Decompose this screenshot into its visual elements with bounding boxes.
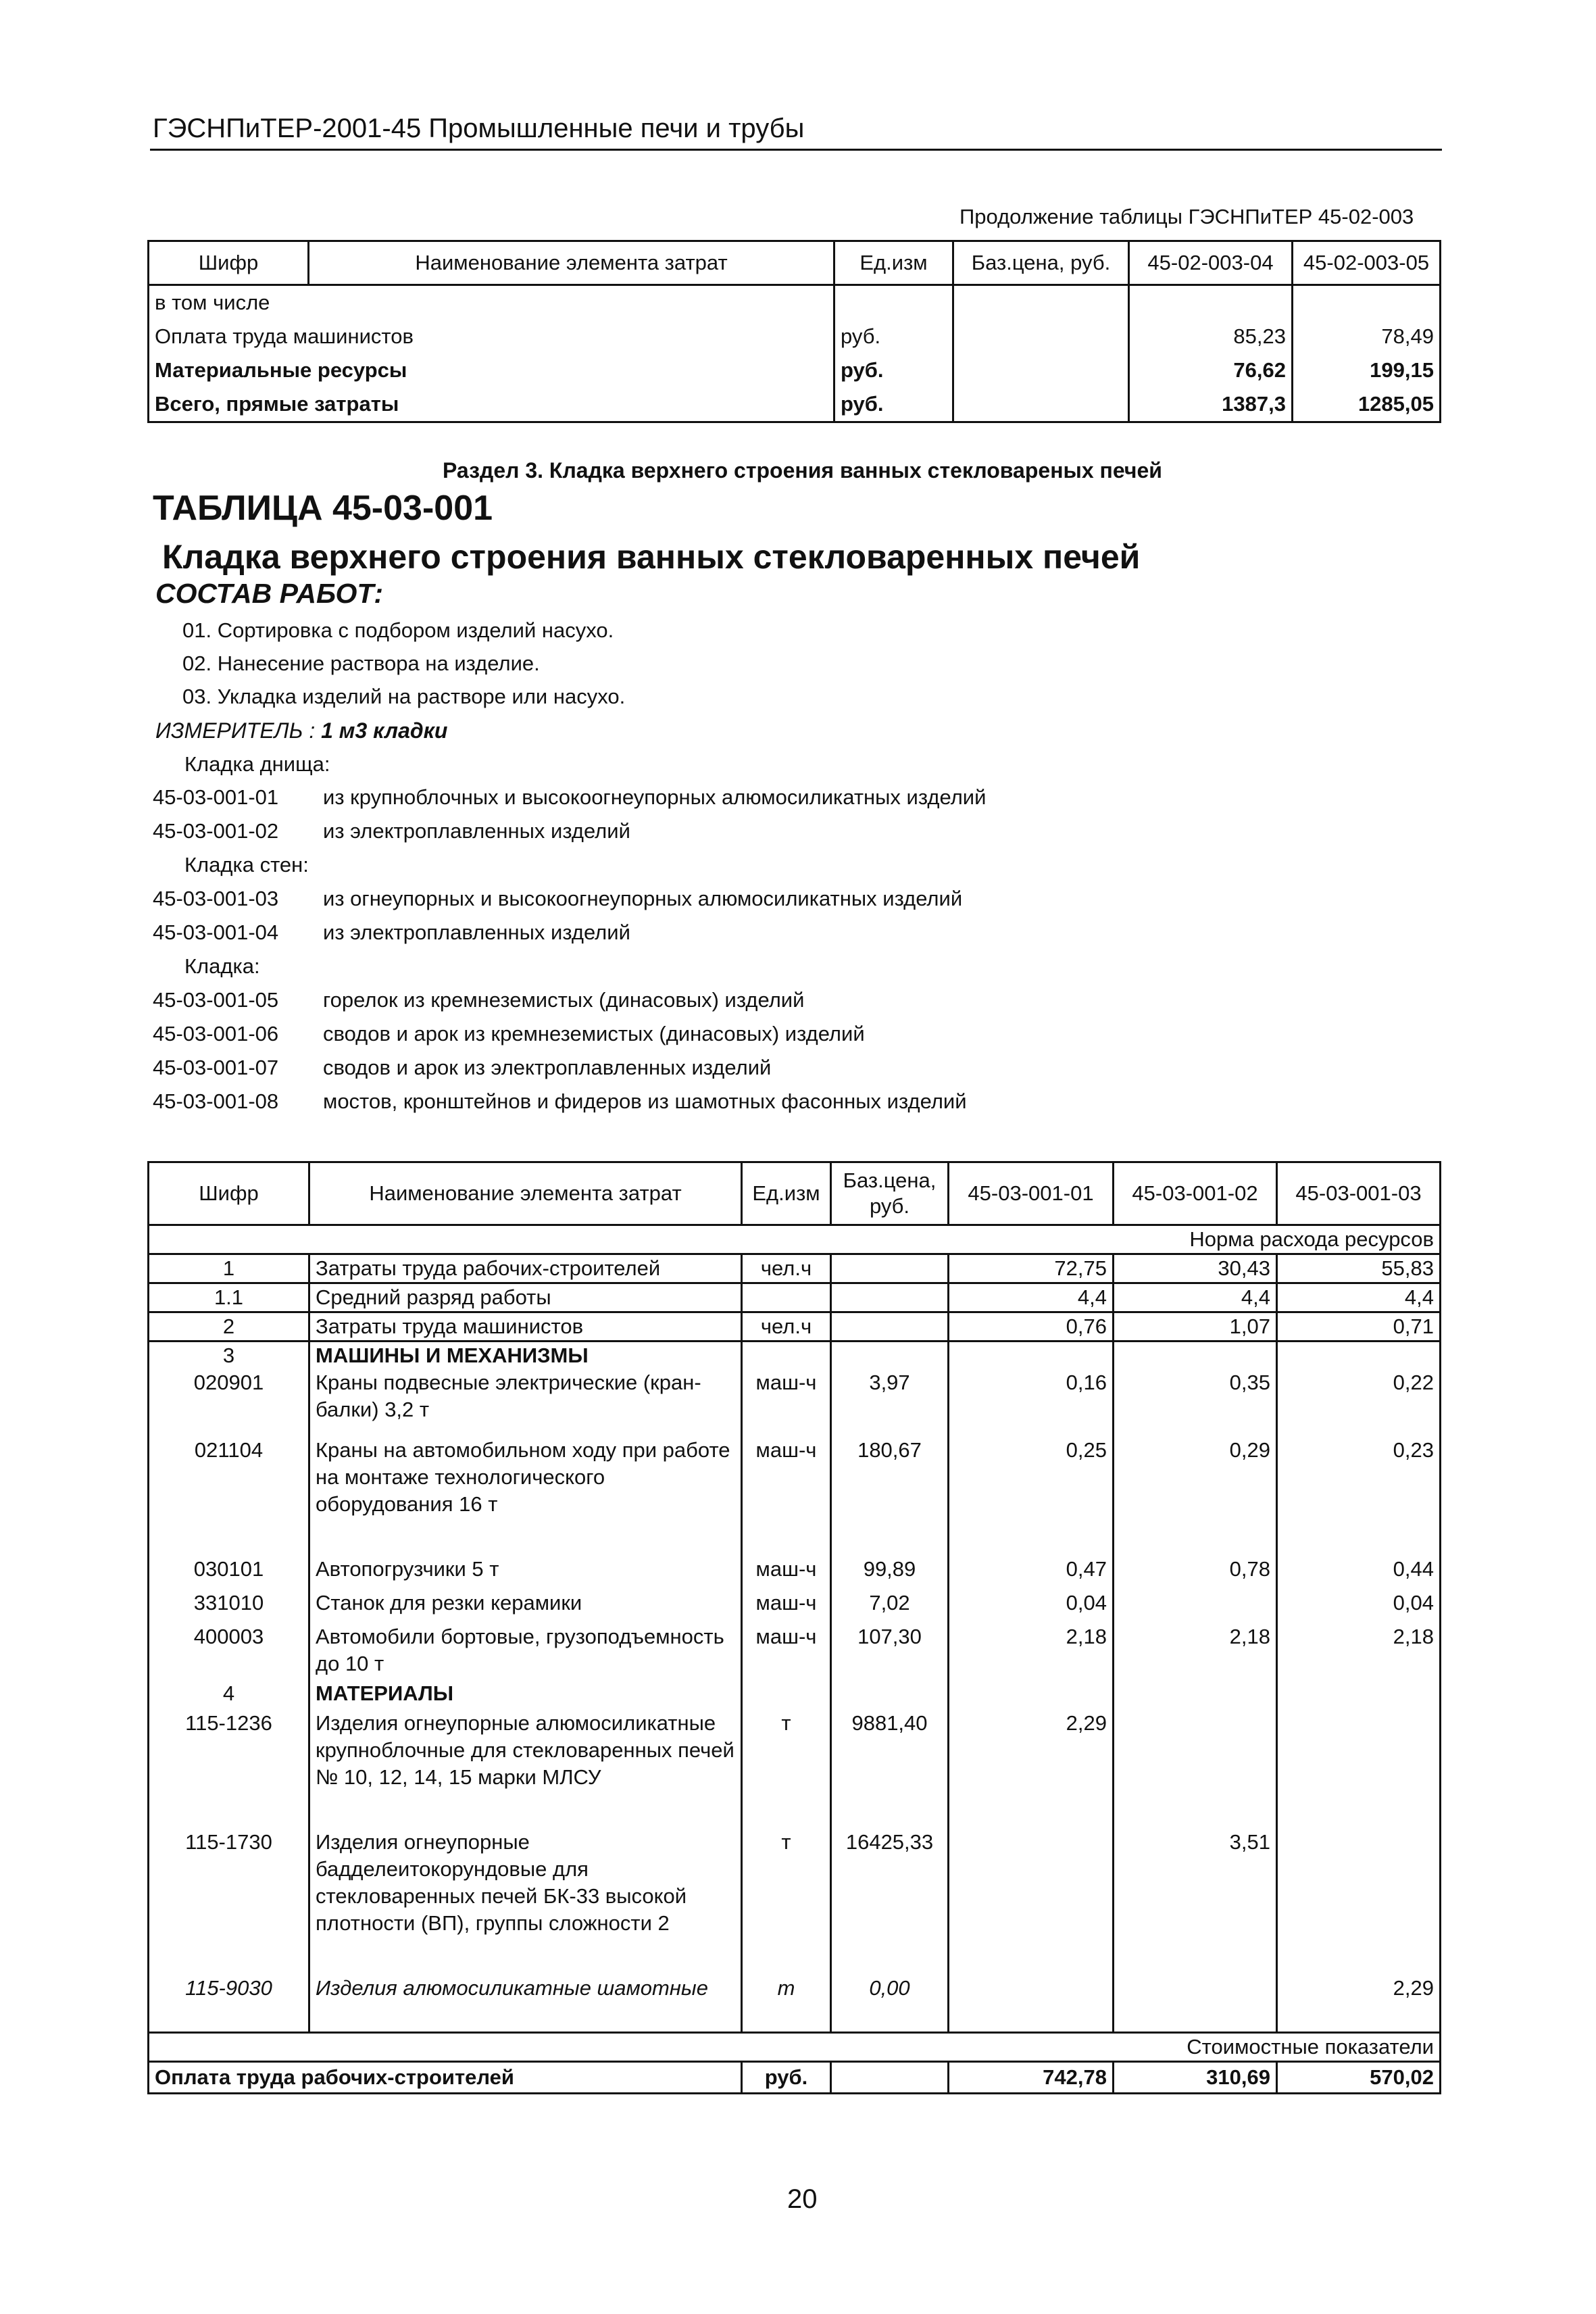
total-row bbox=[149, 2062, 1441, 2094]
row-code: 1.1 bbox=[149, 1283, 309, 1312]
row-code: 3 bbox=[149, 1341, 309, 1370]
row-price bbox=[953, 387, 1129, 422]
col-header-variant: 45-03-001-03 bbox=[1277, 1162, 1441, 1225]
col-header-unit: Ед.изм bbox=[834, 241, 953, 285]
row-value: 2,18 bbox=[1277, 1623, 1441, 1680]
row-value bbox=[1277, 1829, 1441, 1975]
variant-code: 45-03-001-08 bbox=[153, 1089, 279, 1113]
row-value bbox=[949, 1975, 1114, 2033]
row-name: МАШИНЫ И МЕХАНИЗМЫ bbox=[309, 1341, 742, 1370]
table-row bbox=[149, 1369, 1441, 1437]
row-price: 16425,33 bbox=[831, 1829, 949, 1975]
resource-table bbox=[147, 1161, 1441, 2094]
norm-band: Норма расхода ресурсов bbox=[149, 1225, 1441, 1254]
row-price: 3,97 bbox=[831, 1369, 949, 1437]
row-value bbox=[1293, 285, 1441, 320]
table-row bbox=[149, 1556, 1441, 1590]
row-unit: руб. bbox=[834, 387, 953, 422]
row-value bbox=[1277, 1680, 1441, 1710]
row-value: 78,49 bbox=[1293, 320, 1441, 353]
operation-item: 01. Сортировка с подбором изделий насухо. bbox=[182, 618, 614, 642]
row-unit: чел.ч bbox=[742, 1312, 831, 1341]
row-price bbox=[831, 1312, 949, 1341]
row-name: Изделия огнеупорные бадделеитокорундовые для стекловаренных печей БК-33 высокой плотности (ВП), группы сложности 2 bbox=[309, 1829, 742, 1975]
row-value: 0,76 bbox=[949, 1312, 1114, 1341]
table-row bbox=[149, 387, 1441, 422]
variant-code: 45-03-001-06 bbox=[153, 1022, 279, 1045]
variant-code: 45-03-001-02 bbox=[153, 819, 279, 843]
col-header-variant: 45-02-003-04 bbox=[1129, 241, 1293, 285]
cost-band-row bbox=[149, 2033, 1441, 2062]
col-header-name: Наименование элемента затрат bbox=[309, 241, 834, 285]
row-unit: маш-ч bbox=[742, 1437, 831, 1556]
table-row bbox=[149, 1312, 1441, 1341]
row-name: Средний разряд работы bbox=[309, 1283, 742, 1312]
row-unit: руб. bbox=[834, 353, 953, 387]
row-value bbox=[1114, 1710, 1277, 1829]
row-name: Изделия алюмосиликатные шамотные bbox=[309, 1975, 742, 2033]
row-price: 180,67 bbox=[831, 1437, 949, 1556]
row-code: 400003 bbox=[149, 1623, 309, 1680]
continuation-table bbox=[147, 240, 1441, 423]
variant-desc: из крупноблочных и высокоогнеупорных алюмосиликатных изделий bbox=[323, 785, 987, 809]
col-header-variant: 45-03-001-01 bbox=[949, 1162, 1114, 1225]
table-row bbox=[149, 1590, 1441, 1623]
row-value: 1387,3 bbox=[1129, 387, 1293, 422]
row-code: 115-9030 bbox=[149, 1975, 309, 2033]
row-value: 0,16 bbox=[949, 1369, 1114, 1437]
row-value: 2,18 bbox=[949, 1623, 1114, 1680]
col-header-unit: Ед.изм bbox=[742, 1162, 831, 1225]
operation-item: 02. Нанесение раствора на изделие. bbox=[182, 651, 540, 675]
continuation-label: Продолжение таблицы ГЭСНПиТЕР 45-02-003 bbox=[959, 205, 1414, 228]
row-value bbox=[1114, 1590, 1277, 1623]
col-header-variant: 45-02-003-05 bbox=[1293, 241, 1441, 285]
section-heading: Раздел 3. Кладка верхнего строения ванных стекловареных печей bbox=[443, 458, 1162, 483]
row-price bbox=[831, 1283, 949, 1312]
row-name: Материальные ресурсы bbox=[149, 353, 834, 387]
row-unit: т bbox=[742, 1829, 831, 1975]
row-value: 3,51 bbox=[1114, 1829, 1277, 1975]
row-value: 1285,05 bbox=[1293, 387, 1441, 422]
row-value: 76,62 bbox=[1129, 353, 1293, 387]
total-value: 570,02 bbox=[1277, 2062, 1441, 2094]
row-value: 2,29 bbox=[949, 1710, 1114, 1829]
table-row bbox=[149, 1283, 1441, 1312]
table-row bbox=[149, 353, 1441, 387]
col-header-variant: 45-03-001-02 bbox=[1114, 1162, 1277, 1225]
row-value bbox=[1114, 1680, 1277, 1710]
cost-band: Стоимостные показатели bbox=[149, 2033, 1441, 2062]
variant-desc: из электроплавленных изделий bbox=[323, 920, 630, 944]
row-price bbox=[953, 285, 1129, 320]
table-row bbox=[149, 1975, 1441, 2033]
row-value: 72,75 bbox=[949, 1254, 1114, 1283]
row-value: 0,23 bbox=[1277, 1437, 1441, 1556]
meter-line bbox=[155, 718, 447, 743]
row-value: 0,04 bbox=[949, 1590, 1114, 1623]
header-rule bbox=[150, 149, 1442, 151]
row-value bbox=[1114, 1975, 1277, 2033]
row-unit: маш-ч bbox=[742, 1590, 831, 1623]
row-code: 1 bbox=[149, 1254, 309, 1283]
row-value: 2,29 bbox=[1277, 1975, 1441, 2033]
table-header-row bbox=[149, 241, 1441, 285]
variant-desc: из электроплавленных изделий bbox=[323, 819, 630, 843]
total-value: 742,78 bbox=[949, 2062, 1114, 2094]
group-label: Кладка: bbox=[184, 954, 260, 978]
row-unit bbox=[742, 1680, 831, 1710]
table-header-row bbox=[149, 1162, 1441, 1225]
row-value bbox=[1277, 1710, 1441, 1829]
row-value: 4,4 bbox=[1277, 1283, 1441, 1312]
row-code: 021104 bbox=[149, 1437, 309, 1556]
row-value: 85,23 bbox=[1129, 320, 1293, 353]
row-code: 030101 bbox=[149, 1556, 309, 1590]
row-price bbox=[953, 320, 1129, 353]
row-name: Затраты труда рабочих-строителей bbox=[309, 1254, 742, 1283]
row-value: 1,07 bbox=[1114, 1312, 1277, 1341]
col-header-price: Баз.цена, руб. bbox=[831, 1162, 949, 1225]
row-value: 0,22 bbox=[1277, 1369, 1441, 1437]
group-label: Кладка стен: bbox=[184, 853, 309, 877]
group-label: Кладка днища: bbox=[184, 752, 330, 776]
variant-desc: из огнеупорных и высокоогнеупорных алюмосиликатных изделий bbox=[323, 887, 963, 910]
total-name: Оплата труда рабочих-строителей bbox=[149, 2062, 742, 2094]
row-code: 2 bbox=[149, 1312, 309, 1341]
row-name: Автомобили бортовые, грузоподъемность до 10 т bbox=[309, 1623, 742, 1680]
row-name: Краны подвесные электрические (кран-балки) 3,2 т bbox=[309, 1369, 742, 1437]
running-header: ГЭСНПиТЕР-2001-45 Промышленные печи и трубы bbox=[153, 114, 805, 143]
row-unit: т bbox=[742, 1710, 831, 1829]
variant-code: 45-03-001-04 bbox=[153, 920, 279, 944]
row-value: 30,43 bbox=[1114, 1254, 1277, 1283]
row-value bbox=[1129, 285, 1293, 320]
row-value: 0,35 bbox=[1114, 1369, 1277, 1437]
table-row bbox=[149, 320, 1441, 353]
row-code: 115-1730 bbox=[149, 1829, 309, 1975]
table-row bbox=[149, 1829, 1441, 1975]
row-value: 0,44 bbox=[1277, 1556, 1441, 1590]
row-value: 0,71 bbox=[1277, 1312, 1441, 1341]
table-id: ТАБЛИЦА 45-03-001 bbox=[153, 489, 493, 528]
meter-value: 1 м3 кладки bbox=[321, 718, 448, 743]
col-header-code: Шифр bbox=[149, 1162, 309, 1225]
row-value bbox=[949, 1829, 1114, 1975]
row-code: 115-1236 bbox=[149, 1710, 309, 1829]
row-value bbox=[1277, 1341, 1441, 1370]
operation-item: 03. Укладка изделий на растворе или насухо. bbox=[182, 685, 626, 708]
variant-code: 45-03-001-03 bbox=[153, 887, 279, 910]
variant-code: 45-03-001-01 bbox=[153, 785, 279, 809]
row-name: Станок для резки керамики bbox=[309, 1590, 742, 1623]
row-unit: руб. bbox=[834, 320, 953, 353]
table-row bbox=[149, 1437, 1441, 1556]
row-unit bbox=[742, 1283, 831, 1312]
table-row bbox=[149, 1623, 1441, 1680]
row-price: 107,30 bbox=[831, 1623, 949, 1680]
row-code: 4 bbox=[149, 1680, 309, 1710]
row-name: Автопогрузчики 5 т bbox=[309, 1556, 742, 1590]
col-header-price: Баз.цена, руб. bbox=[953, 241, 1129, 285]
table-row bbox=[149, 1254, 1441, 1283]
row-name: Краны на автомобильном ходу при работе на монтаже технологического оборудования 16 т bbox=[309, 1437, 742, 1556]
variant-desc: горелок из кремнеземистых (динасовых) изделий bbox=[323, 988, 805, 1012]
row-price bbox=[831, 1341, 949, 1370]
row-value: 0,29 bbox=[1114, 1437, 1277, 1556]
col-header-name: Наименование элемента затрат bbox=[309, 1162, 742, 1225]
row-value: 199,15 bbox=[1293, 353, 1441, 387]
row-value bbox=[949, 1341, 1114, 1370]
table-row bbox=[149, 285, 1441, 320]
row-price bbox=[831, 1680, 949, 1710]
row-value bbox=[949, 1680, 1114, 1710]
row-unit: маш-ч bbox=[742, 1369, 831, 1437]
row-name: Изделия огнеупорные алюмосиликатные крупноблочные для стекловаренных печей № 10, 12, 14, 15 марки МЛСУ bbox=[309, 1710, 742, 1829]
row-unit: маш-ч bbox=[742, 1556, 831, 1590]
row-price bbox=[953, 353, 1129, 387]
row-value: 0,04 bbox=[1277, 1590, 1441, 1623]
row-value: 0,25 bbox=[949, 1437, 1114, 1556]
row-code: 020901 bbox=[149, 1369, 309, 1437]
table-row bbox=[149, 1710, 1441, 1829]
variant-desc: сводов и арок из кремнеземистых (динасовых) изделий bbox=[323, 1022, 865, 1045]
row-price: 0,00 bbox=[831, 1975, 949, 2033]
row-name: Оплата труда машинистов bbox=[149, 320, 834, 353]
row-price bbox=[831, 1254, 949, 1283]
total-unit: руб. bbox=[742, 2062, 831, 2094]
page-number: 20 bbox=[787, 2184, 818, 2214]
row-unit bbox=[742, 1341, 831, 1370]
row-value: 4,4 bbox=[949, 1283, 1114, 1312]
row-price: 99,89 bbox=[831, 1556, 949, 1590]
row-price: 7,02 bbox=[831, 1590, 949, 1623]
row-code: 331010 bbox=[149, 1590, 309, 1623]
norm-band-row bbox=[149, 1225, 1441, 1254]
row-name: Всего, прямые затраты bbox=[149, 387, 834, 422]
variant-desc: сводов и арок из электроплавленных изделий bbox=[323, 1056, 772, 1079]
total-value: 310,69 bbox=[1114, 2062, 1277, 2094]
row-unit: чел.ч bbox=[742, 1254, 831, 1283]
row-name: Затраты труда машинистов bbox=[309, 1312, 742, 1341]
row-unit: т bbox=[742, 1975, 831, 2033]
row-value: 2,18 bbox=[1114, 1623, 1277, 1680]
composition-label: СОСТАВ РАБОТ: bbox=[155, 578, 384, 609]
row-value: 4,4 bbox=[1114, 1283, 1277, 1312]
row-value: 55,83 bbox=[1277, 1254, 1441, 1283]
row-price: 9881,40 bbox=[831, 1710, 949, 1829]
row-unit: маш-ч bbox=[742, 1623, 831, 1680]
variant-code: 45-03-001-07 bbox=[153, 1056, 279, 1079]
total-price bbox=[831, 2062, 949, 2094]
col-header-code: Шифр bbox=[149, 241, 309, 285]
row-value: 0,78 bbox=[1114, 1556, 1277, 1590]
table-row bbox=[149, 1341, 1441, 1370]
table-title: Кладка верхнего строения ванных стекловаренных печей bbox=[162, 538, 1141, 576]
variant-code: 45-03-001-05 bbox=[153, 988, 279, 1012]
meter-label: ИЗМЕРИТЕЛЬ : bbox=[155, 718, 322, 743]
row-unit bbox=[834, 285, 953, 320]
row-name: МАТЕРИАЛЫ bbox=[309, 1680, 742, 1710]
row-value: 0,47 bbox=[949, 1556, 1114, 1590]
row-name: в том числе bbox=[149, 285, 834, 320]
variant-desc: мостов, кронштейнов и фидеров из шамотных фасонных изделий bbox=[323, 1089, 967, 1113]
row-value bbox=[1114, 1341, 1277, 1370]
table-row bbox=[149, 1680, 1441, 1710]
